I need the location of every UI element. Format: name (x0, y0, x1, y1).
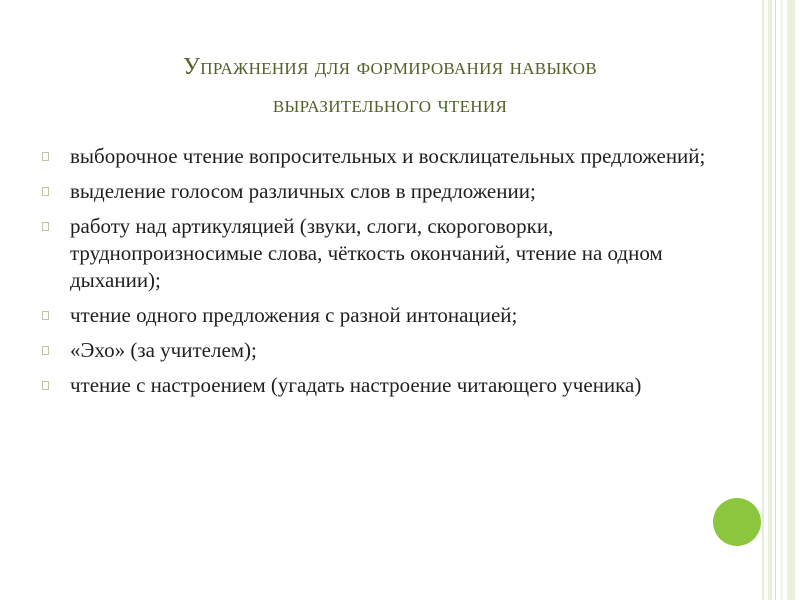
bullet-square-icon (42, 311, 49, 320)
bullet-list (40, 143, 720, 407)
bullet-text: «Эхо» (за учителем); (70, 338, 257, 362)
bullet-item (40, 213, 720, 294)
decorative-stripe (775, 0, 776, 600)
decorative-stripe (787, 0, 795, 600)
bullet-item (40, 178, 720, 205)
bullet-text: выборочное чтение вопросительных и восклицательных предложений; (70, 144, 706, 168)
bullet-item (40, 337, 720, 364)
bullet-text: чтение с настроением (угадать настроение читающего ученика) (70, 373, 642, 397)
green-circle-icon (713, 498, 761, 546)
bullet-item (40, 143, 720, 170)
bullet-square-icon (42, 222, 49, 231)
bullet-text: выделение голосом различных слов в предложении; (70, 179, 536, 203)
slide-title-line-2: выразительного чтения (272, 92, 508, 118)
bullet-square-icon (42, 381, 49, 390)
bullet-square-icon (42, 187, 49, 196)
bullet-text: чтение одного предложения с разной интонацией; (70, 303, 518, 327)
slide-title (40, 48, 740, 124)
bullet-item (40, 302, 720, 329)
bullet-text: работу над артикуляцией (звуки, слоги, скороговорки, труднопроизносимые слова, чёткость окончаний, чтение на одном дыхании); (70, 214, 663, 292)
bullet-square-icon (42, 346, 49, 355)
decorative-stripe (768, 0, 772, 600)
slide-title-line-1: Упражнения для формирования навыков (183, 54, 597, 80)
decorative-stripe (762, 0, 764, 600)
bullet-square-icon (42, 152, 49, 161)
bullet-item (40, 372, 720, 399)
decorative-stripe (780, 0, 783, 600)
